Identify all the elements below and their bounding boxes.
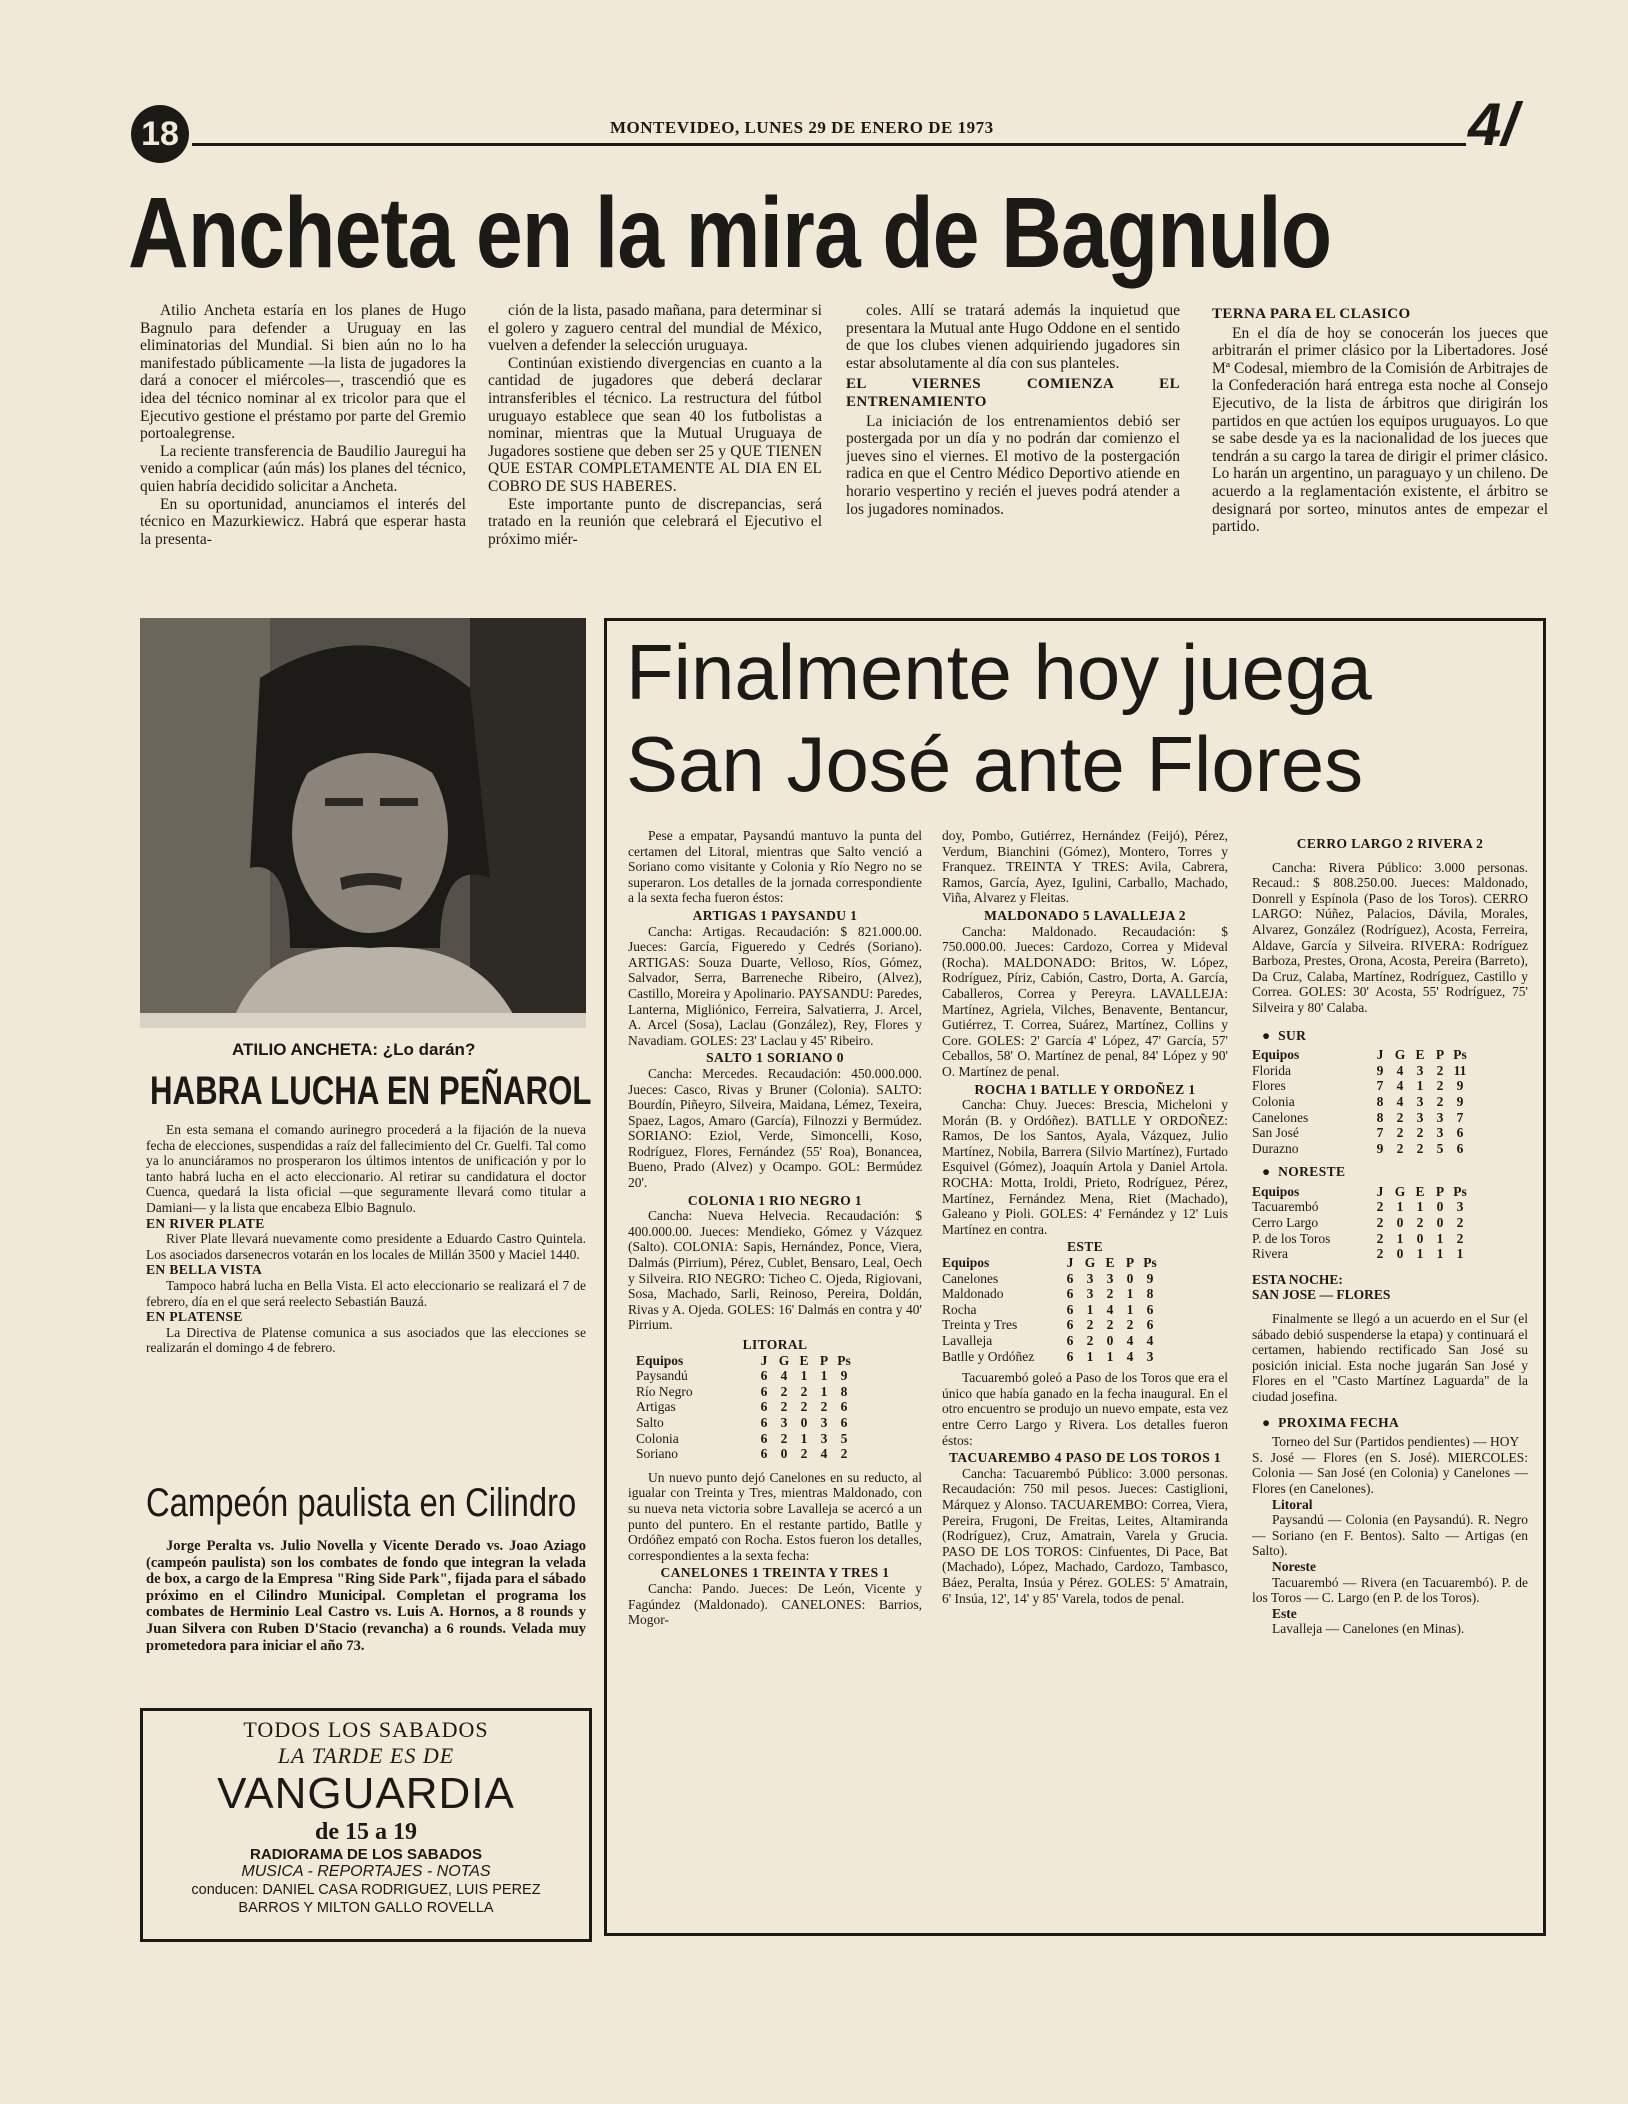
stat-cell: 1 (1456, 1246, 1464, 1262)
stat-cell: 2 (1396, 1140, 1404, 1156)
table-header-cell: P (819, 1352, 829, 1368)
article-paragraph: Un nuevo punto dejó Canelones en su reducto, al igualar con Treinta y Tres, mientras Maldonado, con su nueva neta victoria sobre Lavalleja se acercó a un punto del puntero. En el restante partido, Batlle y Ordóñez empató con Rocha. Estos fueron los detalles, correspondientes a la sexta fecha: (628, 1469, 922, 1563)
table-row (1252, 1231, 1470, 1247)
stat-cell: 2 (1106, 1286, 1114, 1302)
stat-cell: 3 (780, 1414, 788, 1430)
match-title: ROCHA 1 BATLLE Y ORDOÑEZ 1 (974, 1081, 1196, 1097)
stat-cell: 1 (1416, 1078, 1424, 1094)
stat-cell: 3 (1416, 1109, 1424, 1125)
stat-cell: 6 (840, 1399, 848, 1415)
table-header-cell: J (1376, 1183, 1384, 1199)
stat-cell: 1 (1416, 1199, 1424, 1215)
stat-cell: 2 (1106, 1317, 1114, 1333)
table-row (942, 1271, 1160, 1287)
team-name-cell: Florida (1252, 1062, 1291, 1078)
table-header-row (942, 1255, 1160, 1271)
article-paragraph: Tacuarembó goleó a Paso de los Toros que era el único que había ganado en la fecha inaugural. En el otro encuentro se produjo un nuevo empate, esta vez entre Cerro Largo y Rivera. Los detalles fueron éstos: (942, 1370, 1228, 1448)
table-header-cell: P (1435, 1183, 1445, 1199)
table-header-row (1252, 1184, 1470, 1200)
stat-cell: 2 (840, 1446, 848, 1462)
standings-table (1252, 1047, 1470, 1156)
stat-cell: 2 (820, 1399, 828, 1415)
stat-cell: 6 (760, 1383, 768, 1399)
article-paragraph: Tampoco habrá lucha en Bella Vista. El acto eleccionario se realizará el 7 de febrero, día en el que será reelecto Sebastián Bauzá. (146, 1277, 586, 1309)
table-row (1252, 1246, 1470, 1262)
tonight-title: ESTA NOCHE: (1252, 1271, 1343, 1287)
fixture-text: Paysandú — Colonia (en Paysandú). R. Negro — Soriano (en F. Bentos). Salto — Artigas (en Salto). (1252, 1512, 1528, 1559)
stat-cell: 3 (1146, 1348, 1154, 1364)
section-subhead: EL VIERNES COMIENZA EL ENTRENAMIENTO (846, 376, 1180, 410)
table-header-cell: G (778, 1352, 790, 1368)
stat-cell: 3 (1086, 1270, 1094, 1286)
stat-cell: 2 (1456, 1230, 1464, 1246)
stat-cell: 0 (1436, 1215, 1444, 1231)
section-subhead (1262, 1415, 1528, 1431)
stat-cell: 6 (1456, 1125, 1464, 1141)
stat-cell: 6 (1146, 1317, 1154, 1333)
table-header-row (636, 1353, 854, 1369)
stat-cell: 6 (1066, 1270, 1074, 1286)
stat-cell: 2 (1436, 1078, 1444, 1094)
stat-cell: 1 (820, 1383, 828, 1399)
stat-cell: 1 (1396, 1230, 1404, 1246)
table-title (1262, 1028, 1528, 1044)
stat-cell: 4 (780, 1368, 788, 1384)
team-name-cell: Batlle y Ordóñez (942, 1348, 1035, 1364)
stat-cell: 6 (1066, 1348, 1074, 1364)
table-header-cell: J (1066, 1255, 1074, 1271)
fixture-subhead: Este (1272, 1605, 1297, 1621)
table-row (636, 1446, 854, 1462)
table-title-text: SUR (1278, 1027, 1307, 1043)
results-col-b (942, 828, 1228, 1928)
article-paragraph: ción de la lista, pasado mañana, para determinar si el golero y zaguero central del mundial de México, vuelven a defender la selección uruguaya. (488, 302, 822, 355)
stat-cell: 6 (1146, 1301, 1154, 1317)
stat-cell: 1 (1436, 1246, 1444, 1262)
stat-cell: 8 (1376, 1093, 1384, 1109)
team-name-cell: Cerro Largo (1252, 1215, 1319, 1231)
team-name-cell: Rivera (1252, 1246, 1288, 1262)
team-name-cell: Salto (636, 1414, 664, 1430)
article-col-3 (846, 302, 1180, 607)
table-header-cell: E (799, 1352, 809, 1368)
stat-cell: 2 (1376, 1215, 1384, 1231)
stat-cell: 1 (800, 1368, 808, 1384)
stat-cell: 1 (800, 1430, 808, 1446)
stat-cell: 6 (840, 1414, 848, 1430)
stat-cell: 2 (1436, 1093, 1444, 1109)
table-title: ESTE (1066, 1239, 1104, 1255)
table-row (942, 1286, 1160, 1302)
table-title-text: NORESTE (1278, 1164, 1346, 1180)
team-name-cell: Colonia (1252, 1093, 1295, 1109)
ad-brand: VANGUARDIA (217, 1769, 515, 1818)
stat-cell: 3 (1416, 1062, 1424, 1078)
stat-cell: 5 (1436, 1140, 1444, 1156)
stat-cell: 9 (1456, 1093, 1464, 1109)
table-header-cell: G (1394, 1047, 1406, 1063)
stat-cell: 9 (1456, 1078, 1464, 1094)
section-subhead-text: PROXIMA FECHA (1278, 1414, 1400, 1430)
stat-cell: 9 (1376, 1062, 1384, 1078)
stat-cell: 4 (820, 1446, 828, 1462)
table-title: LITORAL (742, 1337, 808, 1352)
table-row (1252, 1078, 1470, 1094)
stat-cell: 3 (1416, 1093, 1424, 1109)
stat-cell: 2 (1086, 1333, 1094, 1348)
portrait-image (140, 618, 586, 1028)
stat-cell: 4 (1396, 1062, 1404, 1078)
table-row (636, 1415, 854, 1431)
team-name-cell: Treinta y Tres (942, 1317, 1018, 1333)
article-paragraph: Finalmente se llegó a un acuerdo en el Sur (el sábado debió suspenderse la etapa) y continuará el certamen, habiendo rectificado San José su posición inicial. Esta noche jugarán San José y Flores en el "Casto Martínez Laguarda" de la ciudad josefina. (1252, 1311, 1528, 1404)
table-header-cell: E (1415, 1047, 1425, 1063)
corner-mark: 4/ (1468, 91, 1519, 158)
stat-cell: 6 (760, 1399, 768, 1415)
ad-line: RADIORAMA DE LOS SABADOS (250, 1846, 482, 1863)
stat-cell: 2 (1396, 1125, 1404, 1141)
stat-cell: 0 (1126, 1270, 1134, 1286)
table-header-cell: J (760, 1352, 768, 1368)
article-paragraph: Atilio Ancheta estaría en los planes de Hugo Bagnulo para defender a Uruguay en las eliminatorias del Mundial. Si bien aún no lo ha manifestado públicamente —la lista de jugadores la dará a conocer el miércoles—, trascendió que es idea del técnico nominar al ex tricolor para que el Ejecutivo gestione el préstamo por parte del Gremio portoalegrense. (140, 302, 466, 443)
stat-cell: 3 (1456, 1199, 1464, 1215)
match-title: COLONIA 1 RIO NEGRO 1 (687, 1192, 863, 1208)
stat-cell: 4 (1396, 1093, 1404, 1109)
article-paragraph: Pese a empatar, Paysandú mantuvo la punta del certamen del Litoral, mientras que Salto venció a Soriano como visitante y Colonia y Río Negro no se superaron. Los detalles de la jornada correspondiente a la sexta fecha fueron éstos: (628, 828, 922, 906)
table-header-cell: Equipos (942, 1255, 990, 1271)
article-paragraph: En esta semana el comando aurinegro procederá a la fijación de la nueva fecha de elecciones, suspendidas a raíz del fallecimiento del Cr. Guelfi. Tal como ya lo anunciáramos no prosperaron los últimos intentos de unificación y por lo tanto habrá lucha en el acto eleccionario. Al retirar su candidatura el doctor Cuenca, quedará la lista oficial —que seguramente llevará como titular a Damiani— y la lista que encabeza Elbio Bagnulo. (146, 1122, 586, 1215)
stat-cell: 1 (1106, 1348, 1114, 1364)
table-row (1252, 1125, 1470, 1141)
article-paragraph: Continúan existiendo divergencias en cuanto a la cantidad de jugadores que deberá declarar intransferibles el técnico. La restructura del fútbol uruguayo establece que sean 40 los futbolistas a nominar, mientras que la Mutual Uruguaya de Jugadores sostiene que deben ser 25 y QUE TIENEN QUE ESTAR COMPLETAMENTE AL DIA EN EL COBRO DE SUS HABERES. (488, 354, 822, 495)
stat-cell: 2 (800, 1446, 808, 1462)
stat-cell: 6 (760, 1430, 768, 1446)
team-name-cell: San José (1252, 1125, 1299, 1141)
stat-cell: 2 (780, 1430, 788, 1446)
stat-cell: 2 (1126, 1317, 1134, 1333)
table-header-cell: E (1105, 1255, 1115, 1271)
stat-cell: 2 (1376, 1246, 1384, 1262)
stat-cell: 4 (1106, 1301, 1114, 1317)
article-paragraph: Este importante punto de discrepancias, será tratado en la reunión que celebrará el Ejecutivo el próximo miér- (488, 495, 822, 548)
team-name-cell: Soriano (636, 1446, 678, 1462)
table-header-cell: Ps (1453, 1047, 1467, 1063)
match-title: CANELONES 1 TREINTA Y TRES 1 (660, 1565, 890, 1581)
stat-cell: 4 (1126, 1348, 1134, 1364)
stat-cell: 9 (1376, 1140, 1384, 1156)
results-col-a (628, 828, 922, 1928)
article-paragraph: La reciente transferencia de Baudilio Jauregui ha venido a complicar (aún más) los planes del técnico, quien habría decidido solicitar a Ancheta. (140, 442, 466, 495)
table-row (942, 1349, 1160, 1365)
stat-cell: 4 (1396, 1078, 1404, 1094)
photo-caption: ATILIO ANCHETA: ¿Lo darán? (232, 1040, 476, 1059)
table-header-cell: Equipos (636, 1352, 684, 1368)
stat-cell: 1 (1126, 1286, 1134, 1302)
table-row (942, 1333, 1160, 1349)
stat-cell: 2 (1416, 1215, 1424, 1231)
article-col-1 (140, 302, 466, 607)
interior-headline-2: San José ante Flores (626, 720, 1364, 808)
match-title: CERRO LARGO 2 RIVERA 2 (1296, 836, 1484, 851)
match-report: Cancha: Pando. Jueces: De León, Vicente y Fagúndez (Maldonado). CANELONES: Barrios, Mogor- (628, 1580, 922, 1628)
stat-cell: 8 (1376, 1109, 1384, 1125)
match-report: doy, Pombo, Gutiérrez, Hernández (Feijó), Pérez, Verdum, Bianchini (Gómez), Montero, Torres y Franquez. TREINTA Y TRES: Avila, Cabrera, Ramos, García, Ayez, Igulini, Carballo, Machado, Viña, Alvarez y Fleitas. (942, 828, 1228, 906)
results-col-c (1252, 836, 1528, 1928)
fixture-text: Tacuarembó — Rivera (en Tacuarembó). P. de los Toros — C. Largo (en P. de los Toros). (1252, 1574, 1528, 1606)
stat-cell: 9 (840, 1368, 848, 1384)
table-header-cell: J (1376, 1047, 1384, 1063)
team-name-cell: Tacuarembó (1252, 1199, 1319, 1215)
ad-line: LA TARDE ES DE (277, 1743, 455, 1768)
stat-cell: 8 (840, 1383, 848, 1399)
stat-cell: 2 (1086, 1317, 1094, 1333)
table-header-cell: G (1084, 1255, 1096, 1271)
table-row (942, 1317, 1160, 1333)
main-headline: Ancheta en la mira de Bagnulo (128, 177, 1332, 289)
bullet-icon: ● (1262, 1164, 1279, 1180)
ad-line: MUSICA - REPORTAJES - NOTAS (241, 1863, 491, 1880)
stat-cell: 3 (820, 1414, 828, 1430)
table-row (1252, 1063, 1470, 1079)
photo-ancheta (140, 618, 586, 1028)
match-report: Cancha: Mercedes. Recaudación: 450.000.000. Jueces: Casco, Rivas y Bruner (Colonia). SALTO: Bourdín, Piñeyro, Silveira, Maidana, Lémez, Texeira, Spaez, Lagos, Amaro (García), Filnozzi y Bermúdez. SORIANO: Eziol, Verde, Simoncelli, Koso, Rodríguez, Flores, Fernández (55' Roa), Bonancea, Bueno, Prado (Alvez) y Ocampo. GOL: Bermúdez 20'. (628, 1065, 922, 1191)
table-row (636, 1384, 854, 1400)
table-row (636, 1399, 854, 1415)
vanguardia-ad (140, 1708, 592, 1942)
article-paragraph: Jorge Peralta vs. Julio Novella y Vicente Derado vs. Joao Aziago (campeón paulista) son los combates de fondo que integran la velada de box, a cargo de la Empresa "Ring Side Park", fijada para el sábado próximo en el Cilindro Municipal. Completan el programa los combates de Herminio Leal Castro vs. Luis A. Hornos, a 8 rounds y Juan Silvera con Ruben D'Stacio (revancha) a 6 rounds. Velada muy prometedora para iniciar el año 73. (146, 1538, 586, 1654)
section-subhead: EN PLATENSE (146, 1309, 243, 1325)
table-row (636, 1431, 854, 1447)
stat-cell: 2 (800, 1399, 808, 1415)
stat-cell: 2 (1436, 1062, 1444, 1078)
stat-cell: 1 (820, 1368, 828, 1384)
table-row (942, 1302, 1160, 1318)
header-rule (192, 143, 1466, 146)
stat-cell: 1 (1396, 1199, 1404, 1215)
standings-table (1252, 1184, 1470, 1262)
stat-cell: 7 (1376, 1078, 1384, 1094)
stat-cell: 11 (1453, 1062, 1467, 1078)
stat-cell: 2 (780, 1399, 788, 1415)
stat-cell: 1 (1416, 1246, 1424, 1262)
match-report: Cancha: Chuy. Jueces: Brescia, Micheloni y Morán (B. y Ordóñez). BATLLE Y ORDOÑEZ: Ramos, De los Santos, Ayala, Vázquez, Julio Martínez, Nobila, Barrera (Silvio Martínez), Furtado Esquivel (Gómez), Joaquín Artola y Daniel Artola. ROCHA: Motta, Iroldi, Prieto, Rodríguez, Pérez, Martínez, Fernández Mena, Riet (Machado), Galeano y Pioli. GOLES: 4' Fernández y 12' Luis Martínez en contra. (942, 1097, 1228, 1237)
stat-cell: 4 (1146, 1333, 1154, 1348)
team-name-cell: Canelones (942, 1270, 999, 1286)
fixture-text: Torneo del Sur (Partidos pendientes) — HOY (1272, 1434, 1520, 1450)
stat-cell: 9 (1146, 1270, 1154, 1286)
stat-cell: 5 (840, 1430, 848, 1446)
boxing-headline: Campeón paulista en Cilindro (146, 1481, 577, 1525)
stat-cell: 0 (800, 1414, 808, 1430)
article-paragraph: La iniciación de los entrenamientos debió ser postergada por un día y no podrán dar comienzo el jueves sino el viernes. El motivo de la postergación radica en que el Centro Médico Deportivo atiende en horario vespertino y recién el jueves podrá atender a los jugadores nominados. (846, 412, 1180, 518)
table-row (1252, 1215, 1470, 1231)
team-name-cell: Artigas (636, 1399, 676, 1415)
match-report: Cancha: Artigas. Recaudación: $ 821.000.00. Jueces: García, Figueredo y Cedrés (Soriano). ARTIGAS: Souza Duarte, Velloso, Ríos, Gómez, Salvador, Serra, Barreneche Ribeiro, (Alvez), Castillo, Moreira y Apolinario. PAYSANDU: Paredes, Lanterna, Migliónico, Ferreira, Salvatierra, J. Arcel, A. Arcel (Sosa), Laclau (González), Rey, Flores y Navadiam. GOLES: 23' Laclau y 45' Ribeiro. (628, 923, 922, 1048)
stat-cell: 2 (800, 1383, 808, 1399)
page-number-badge (131, 105, 189, 163)
stat-cell: 3 (820, 1430, 828, 1446)
stat-cell: 0 (1416, 1230, 1424, 1246)
team-name-cell: Lavalleja (942, 1333, 993, 1348)
article-paragraph: River Plate llevará nuevamente como presidente a Eduardo Castro Quintela. Los asociados darsenecros votarán en los locales de Millán 3500 y Maciel 1440. (146, 1231, 586, 1262)
page-number: 18 (141, 115, 179, 153)
match-title: SALTO 1 SORIANO 0 (706, 1050, 844, 1066)
article-paragraph: En el día de hoy se conocerán los jueces que arbitrarán el primer clásico por la Libertadores. José Mª Codesal, miembro de la Comisión de Arbitrajes de la Confederación hará entrega esta noche al Consejo Ejecutivo, de la lista de árbitros que dirigirán los partidos en que actúen los equipos uruguayos. Lo que se sabe desde ya es la nacionalidad de los jueces que tendrán a su cargo la tarea de dirigir el primer clásico. Lo harán un argentino, un paraguayo y un chileno. De acuerdo a la reglamentación existente, el árbitro se designará por sorteo, minutos antes de empezar el partido. (1212, 324, 1548, 536)
stat-cell: 2 (1376, 1230, 1384, 1246)
table-header-cell: Ps (837, 1352, 851, 1368)
standings-table (942, 1255, 1160, 1364)
match-report: Cancha: Maldonado. Recaudación: $ 750.000.00. Jueces: Cardozo, Correa y Mideval (Rocha). MALDONADO: Britos, W. López, Rodríguez, Píriz, Cabión, Castro, Dorta, A. García, Caballeros, Correa y Pereyra. LAVALLEJA: Martínez, Agriela, Vilches, Benavente, Bentancur, Gutiérrez, T. Correa, Suárez, Martínez, Collins y Core. GOLES: 2' García 4' López, 47' García, 57' Ceballos, 58' O. Martínez de penal, 84' López y 90' O. Martínez de penal. (942, 923, 1228, 1079)
team-name-cell: Canelones (1252, 1109, 1309, 1125)
stat-cell: 0 (1396, 1215, 1404, 1231)
stat-cell: 2 (1396, 1109, 1404, 1125)
table-header-cell: P (1125, 1255, 1135, 1271)
tonight-match: SAN JOSE — FLORES (1252, 1287, 1391, 1303)
stat-cell: 6 (760, 1414, 768, 1430)
stat-cell: 1 (1086, 1348, 1094, 1364)
fixture-text: S. José — Flores (en S. José). MIERCOLES: Colonia — San José (en Colonia) y Canelones — Flores (en Canelones). (1252, 1449, 1528, 1496)
stat-cell: 0 (780, 1446, 788, 1462)
team-name-cell: P. de los Toros (1252, 1230, 1331, 1246)
stat-cell: 1 (1086, 1301, 1094, 1317)
stat-cell: 1 (1436, 1230, 1444, 1246)
match-title: ARTIGAS 1 PAYSANDU 1 (692, 907, 858, 923)
table-row (1252, 1141, 1470, 1157)
stat-cell: 2 (1456, 1215, 1464, 1231)
stat-cell: 3 (1436, 1125, 1444, 1141)
penarol-headline: HABRA LUCHA EN PEÑAROL (150, 1069, 592, 1113)
ad-line: de 15 a 19 (315, 1819, 417, 1845)
table-row (1252, 1199, 1470, 1215)
stat-cell: 3 (1086, 1286, 1094, 1302)
bullet-icon: ● (1262, 1027, 1279, 1043)
table-row (636, 1368, 854, 1384)
table-header-cell: P (1435, 1047, 1445, 1063)
fixture-text: Lavalleja — Canelones (en Minas). (1272, 1621, 1465, 1637)
stat-cell: 6 (1066, 1301, 1074, 1317)
table-header-cell: Ps (1143, 1255, 1157, 1271)
stat-cell: 0 (1396, 1246, 1404, 1262)
team-name-cell: Colonia (636, 1430, 679, 1446)
stat-cell: 8 (1146, 1286, 1154, 1302)
standings-table (636, 1353, 854, 1462)
table-header-cell: E (1415, 1183, 1425, 1199)
table-title (1262, 1164, 1528, 1180)
bullet-icon: ● (1262, 1414, 1279, 1430)
article-col-2 (488, 302, 822, 607)
match-report: Cancha: Nueva Helvecia. Recaudación: $ 400.000.00. Jueces: Mendieko, Gómez y Vázquez (Salto). COLONIA: Sapis, Hernández, Ponce, Viera, Dalmás (Pirrium), Pérez, Cublet, Bensaro, Leal, Oech y Silveira. RIO NEGRO: Ticheo C. Ojeda, Rigiovani, Sosa, Machado, Sarli, Reinoso, Pereira, Doldán, Rivas y A. Ojeda. GOLES: 16' Dalmás en contra y 40' Pirrium. (628, 1208, 922, 1333)
team-name-cell: Rocha (942, 1301, 977, 1317)
stat-cell: 6 (1066, 1286, 1074, 1302)
table-header-cell: Equipos (1252, 1183, 1300, 1199)
stat-cell: 4 (1126, 1333, 1134, 1348)
article-paragraph: La Directiva de Platense comunica a sus asociados que las elecciones se realizarán el domingo 4 de febrero. (146, 1324, 586, 1356)
stat-cell: 0 (1436, 1199, 1444, 1215)
article-col-4 (1212, 302, 1548, 607)
interior-headline-1: Finalmente hoy juega (626, 628, 1372, 716)
match-report: Cancha: Tacuarembó Público: 3.000 personas. Recaudación: 750 mil pesos. Jueces: Castiglioni, Márquez y Alonso. TACUAREMBO: Correa, Viera, Pereira, Frugoni, De Freitas, Leites, Altamiranda (Rodríguez), Cruz, Amatrain, Varela y Grucia. PASO DE LOS TOROS: Cinfuentes, Di Pace, Bat (Machado), López, Machado, Cardozo, Tambasco, Báez, Peralta, Insúa y Pérez. GOLES: 5' Amatrain, 6' Insúa, 12', 14' y 85' Varela, todos de penal. (942, 1465, 1228, 1606)
section-subhead: EN BELLA VISTA (146, 1262, 263, 1278)
stat-cell: 2 (780, 1383, 788, 1399)
article-paragraph: coles. Allí se tratará además la inquietud que presentara la Mutual ante Hugo Oddone en el sentido de que los clubes vienen adquiriendo jugadores sin estar absolutamente al día con sus planteles. (846, 302, 1180, 372)
team-name-cell: Paysandú (636, 1368, 688, 1384)
match-title: MALDONADO 5 LAVALLEJA 2 (984, 907, 1186, 923)
section-subhead: TERNA PARA EL CLASICO (1212, 306, 1411, 322)
table-header-cell: Ps (1453, 1183, 1467, 1199)
stat-cell: 6 (760, 1368, 768, 1384)
stat-cell: 6 (1066, 1317, 1074, 1333)
match-report: Cancha: Rivera Público: 3.000 personas. Recaud.: $ 808.250.00. Jueces: Maldonado, Donrell y Espínola (Paso de los Toros). CERRO LARGO: Núñez, Palacios, Dávila, Morales, Alvarez, González (Rodríguez), Acosta, Ferreira, Aldave, García y Silveira. RIVERA: Rodríguez Barboza, Prestes, Orona, Acosta, Pereira (Barreto), Da Cruz, Calaba, Martínez, Rodríguez, Castillo y Correa. GOLES: 30' Acosta, 55' Rodríguez, 75' Silveira y 80' Calaba. (1252, 859, 1528, 1015)
team-name-cell: Río Negro (636, 1383, 693, 1399)
stat-cell: 3 (1436, 1109, 1444, 1125)
stat-cell: 2 (1416, 1140, 1424, 1156)
stat-cell: 0 (1106, 1333, 1114, 1348)
fixture-subhead: Noreste (1272, 1558, 1316, 1574)
section-subhead: EN RIVER PLATE (146, 1215, 265, 1231)
table-row (1252, 1094, 1470, 1110)
fixture-subhead: Litoral (1272, 1496, 1313, 1512)
penarol-story (146, 1122, 586, 1476)
stat-cell: 2 (1416, 1125, 1424, 1141)
article-paragraph: En su oportunidad, anunciamos el interés del técnico en Mazurkiewicz. Habrá que esperar hasta la presenta- (140, 495, 466, 548)
team-name-cell: Durazno (1252, 1140, 1299, 1156)
stat-cell: 7 (1456, 1109, 1464, 1125)
table-row (1252, 1110, 1470, 1126)
dateline: MONTEVIDEO, LUNES 29 DE ENERO DE 1973 (610, 118, 994, 137)
team-name-cell: Maldonado (942, 1286, 1004, 1302)
table-header-cell: G (1394, 1183, 1406, 1199)
stat-cell: 7 (1376, 1125, 1384, 1141)
ad-line: conducen: DANIEL CASA RODRIGUEZ, LUIS PEREZ BARROS Y MILTON GALLO ROVELLA (191, 1882, 541, 1916)
team-name-cell: Flores (1252, 1078, 1286, 1094)
stat-cell: 2 (1376, 1199, 1384, 1215)
stat-cell: 6 (1456, 1140, 1464, 1156)
match-title: TACUAREMBO 4 PASO DE LOS TOROS 1 (948, 1450, 1222, 1466)
stat-cell: 3 (1106, 1270, 1114, 1286)
stat-cell: 6 (1066, 1333, 1074, 1348)
stat-cell: 6 (760, 1446, 768, 1462)
table-header-cell: Equipos (1252, 1047, 1300, 1063)
ad-line: TODOS LOS SABADOS (243, 1717, 489, 1742)
stat-cell: 1 (1126, 1301, 1134, 1317)
table-header-row (1252, 1047, 1470, 1063)
boxing-story (146, 1538, 586, 1708)
